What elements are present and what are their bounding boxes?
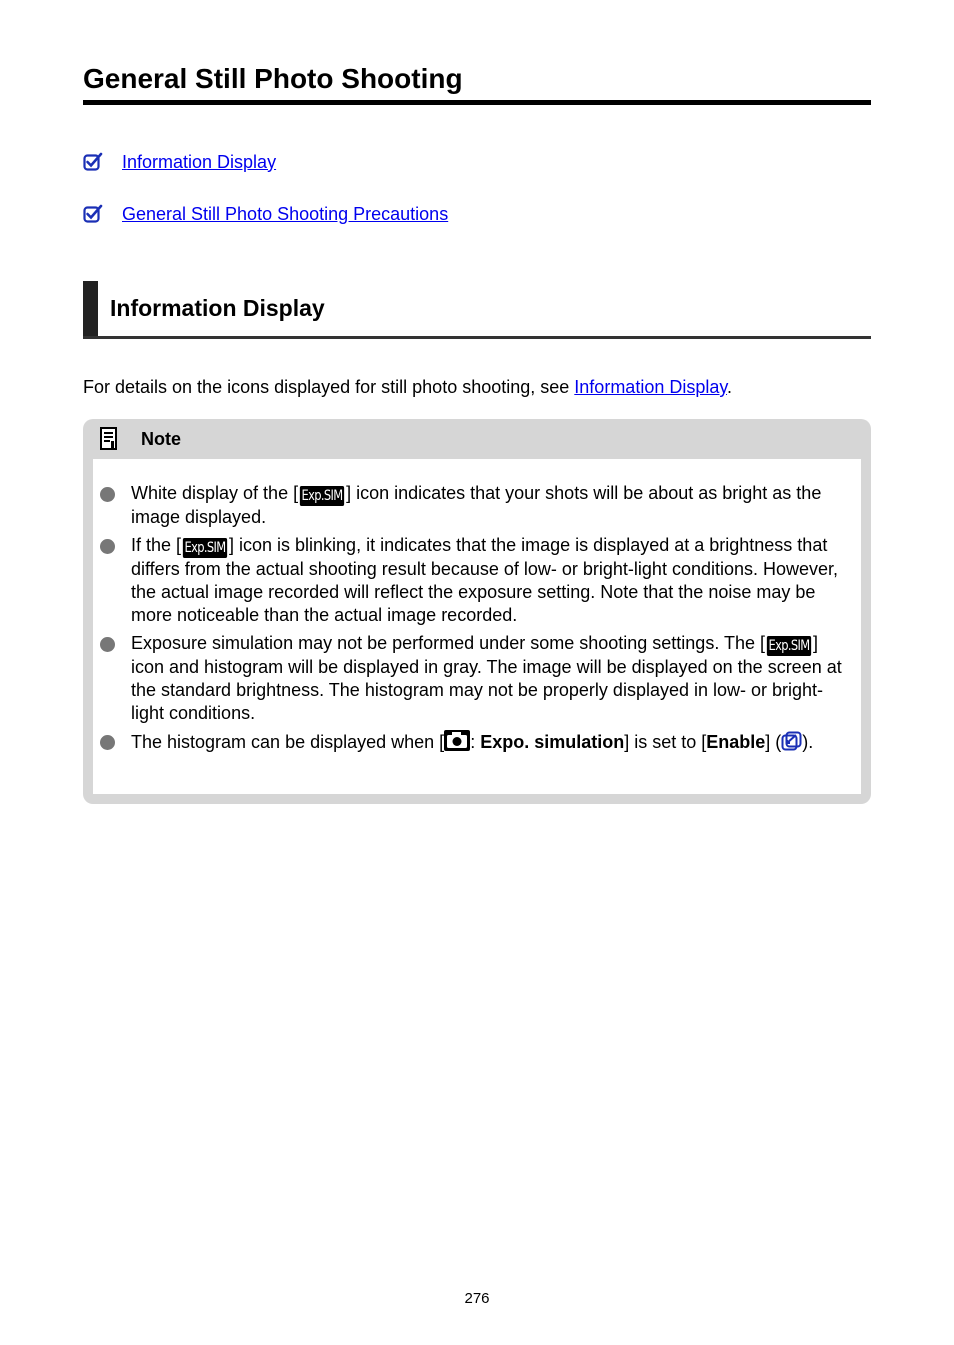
memo-icon	[99, 426, 121, 452]
exposure-simulation-icon: Exp.SIM	[301, 488, 343, 504]
list-item: Exposure simulation may not be performed under some shooting settings. The [ Exp.SIM ] icon and histogram will be displayed in gray. The image will be displayed on the screen at the standard brightness. The histogram may not be properly displayed in low- or bright-light conditions.	[93, 632, 861, 725]
intro-link-information-display[interactable]: Information Display	[574, 377, 728, 397]
setting-enable: Enable	[706, 732, 766, 752]
intro-paragraph	[83, 375, 871, 399]
list-item: The histogram can be displayed when [ : Expo. simulation] is set to [Enable] ( ).	[93, 730, 861, 754]
checkbox-link-icon	[83, 204, 103, 224]
toc-link-precautions[interactable]: General Still Photo Shooting Precautions	[122, 203, 449, 224]
section-heading	[83, 281, 871, 339]
note-list	[93, 482, 861, 759]
list-item: White display of the [ Exp.SIM ] icon indicates that your shots will be about as bright as the image displayed.	[93, 482, 861, 529]
intro-text: For details on the icons displayed for still photo shooting, see	[83, 377, 575, 397]
toc-link-information-display[interactable]: Information Display	[122, 151, 277, 172]
camera-icon	[444, 730, 470, 751]
note-header	[83, 419, 871, 459]
note-title: Note	[141, 428, 181, 449]
exposure-simulation-icon: Exp.SIM	[768, 638, 810, 654]
page-number: 276	[464, 1290, 490, 1307]
section-heading-bar	[83, 281, 98, 336]
intro-suffix: .	[727, 377, 733, 397]
section-heading-title: Information Display	[110, 295, 325, 321]
page-title: General Still Photo Shooting	[83, 60, 871, 105]
table-of-contents	[83, 146, 871, 250]
toc-item-precautions	[83, 198, 871, 230]
note-box	[83, 419, 871, 804]
setting-expo-simulation: Expo. simulation	[480, 732, 625, 752]
list-item: If the [ Exp.SIM ] icon is blinking, it indicates that the image is displayed at a brightness that differs from the actual shooting result because of low- or bright-light conditions. However, the actual image recorded will reflect the exposure setting. Note that the noise may be more noticeable than the actual image recorded.	[93, 534, 861, 627]
note-body	[93, 459, 861, 794]
toc-item-information-display	[83, 146, 871, 178]
page-reference-icon[interactable]	[781, 731, 802, 752]
checkbox-link-icon	[83, 152, 103, 172]
exposure-simulation-icon: Exp.SIM	[184, 540, 226, 556]
